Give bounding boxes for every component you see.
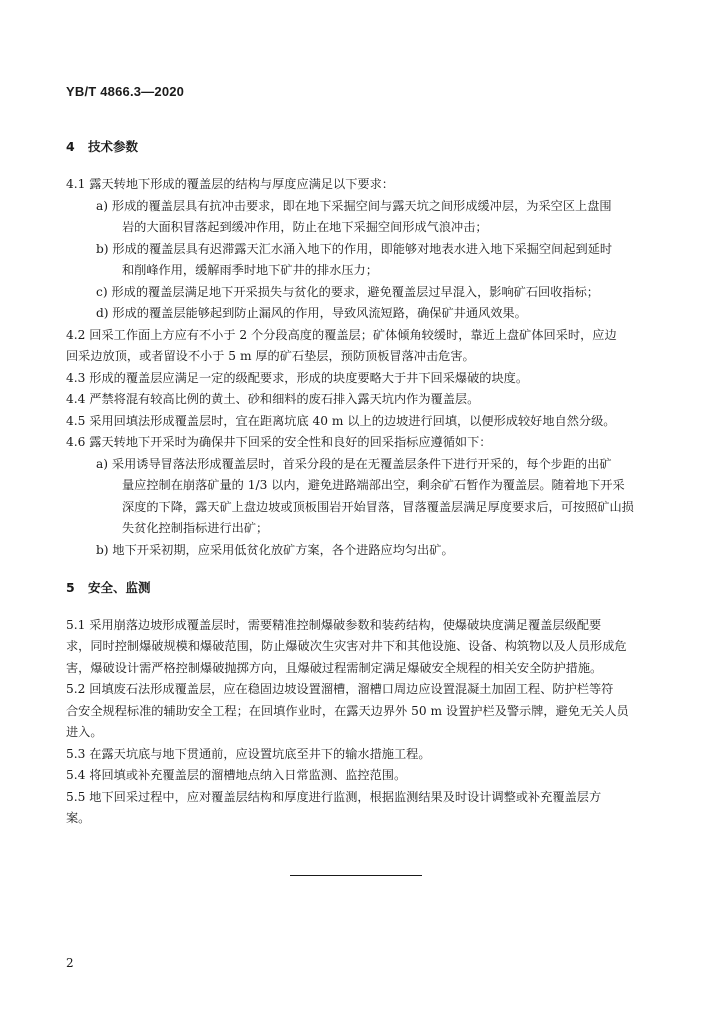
section-heading-4 bbox=[66, 137, 138, 155]
section-number: 5 bbox=[66, 580, 75, 595]
list-item-b: b) 地下开采初期，应采用低贫化放矿方案，各个进路应均匀出矿。 bbox=[96, 543, 454, 557]
list-item-c: c) 形成的覆盖层满足地下开采损失与贫化的要求，避免覆盖层过早混入，影响矿石回收指标； bbox=[96, 285, 599, 299]
section-heading-5 bbox=[66, 578, 151, 596]
list-item-a-cont: 量应控制在崩落矿量的 1/3 以内，避免进路端部出空，剩余矿石暂作为覆盖层。随着地下开采 bbox=[122, 478, 625, 492]
clause-4-1: 4.1 露天转地下形成的覆盖层的结构与厚度应满足以下要求： bbox=[66, 177, 394, 191]
clause-5-2-cont: 合安全规程标准的辅助安全工程；在回填作业时，在露天边界外 50 m 设置护栏及警示牌，避免无关人员 bbox=[66, 704, 629, 718]
clause-4-3: 4.3 形成的覆盖层应满足一定的级配要求，形成的块度要略大于井下回采爆破的块度。 bbox=[66, 371, 529, 385]
clause-5-1-cont: 求，同时控制爆破规模和爆破范围，防止爆破次生灾害对井下和其他设施、设备、构筑物以及人员形成危 bbox=[66, 639, 627, 653]
clause-5-2-cont: 进入。 bbox=[66, 725, 103, 739]
list-item-d: d) 形成的覆盖层能够起到防止漏风的作用，导致风流短路，确保矿井通风效果。 bbox=[96, 306, 527, 320]
list-item-b-cont: 和削峰作用，缓解雨季时地下矿井的排水压力； bbox=[122, 263, 378, 277]
clause-5-2: 5.2 回填废石法形成覆盖层，应在稳固边坡设置溜槽，溜槽口周边应设置混凝土加固工程、防护栏等符 bbox=[66, 682, 614, 696]
clause-5-3: 5.3 在露天坑底与地下贯通前，应设置坑底至井下的输水措施工程。 bbox=[66, 747, 431, 761]
clause-5-5: 5.5 地下回采过程中，应对覆盖层结构和厚度进行监测，根据监测结果及时设计调整或补充覆盖层方 bbox=[66, 790, 602, 804]
section-title-text: 技术参数 bbox=[88, 139, 139, 154]
clause-4-5: 4.5 采用回填法形成覆盖层时，宜在距离坑底 40 m 以上的边坡进行回填，以便形成较好地自然分级。 bbox=[66, 414, 616, 428]
clause-4-6: 4.6 露天转地下开采时为确保井下回采的安全性和良好的回采指标应遵循如下： bbox=[66, 435, 492, 449]
clause-4-2-cont: 回采边放顶，或者留设不小于 5 m 厚的矿石垫层，预防顶板冒落冲击危害。 bbox=[66, 349, 475, 363]
clause-5-4: 5.4 将回填或补充覆盖层的溜槽地点纳入日常监测、监控范围。 bbox=[66, 768, 407, 782]
list-item-a-cont: 深度的下降，露天矿上盘边坡或顶板围岩开始冒落，冒落覆盖层满足厚度要求后，可按照矿山损 bbox=[122, 500, 634, 514]
list-item-a-cont: 岩的大面积冒落起到缓冲作用，防止在地下采掘空间形成气浪冲击； bbox=[122, 220, 488, 234]
section-title-text: 安全、监测 bbox=[88, 580, 151, 595]
list-item-a-cont: 失贫化控制指标进行出矿； bbox=[122, 521, 269, 535]
end-of-document-rule bbox=[290, 875, 422, 876]
clause-4-4: 4.4 严禁将混有较高比例的黄土、砂和细料的废石排入露天坑内作为覆盖层。 bbox=[66, 392, 480, 406]
clause-5-5-cont: 案。 bbox=[66, 811, 91, 825]
list-item-a: a) 形成的覆盖层具有抗冲击要求，即在地下采掘空间与露天坑之间形成缓冲层，为采空区上盘围 bbox=[96, 199, 612, 213]
clause-5-1: 5.1 采用崩落边坡形成覆盖层时，需要精准控制爆破参数和装药结构，使爆破块度满足覆盖层级配要 bbox=[66, 618, 602, 632]
section-number: 4 bbox=[66, 139, 75, 154]
list-item-a: a) 采用诱导冒落法形成覆盖层时，首采分段的是在无覆盖层条件下进行开采的，每个步距的出矿 bbox=[96, 457, 612, 471]
standard-code-header: YB/T 4866.3—2020 bbox=[66, 84, 185, 99]
clause-5-1-cont: 害，爆破设计需严格控制爆破抛掷方向，且爆破过程需制定满足爆破安全规程的相关安全防护措施。 bbox=[66, 661, 603, 675]
page-number: 2 bbox=[66, 956, 74, 970]
list-item-b: b) 形成的覆盖层具有迟滞露天汇水涌入地下的作用，即能够对地表水进入地下采掘空间起到延时 bbox=[96, 242, 613, 256]
clause-4-2: 4.2 回采工作面上方应有不小于 2 个分段高度的覆盖层；矿体倾角较缓时，靠近上盘矿体回采时，应边 bbox=[66, 328, 617, 342]
